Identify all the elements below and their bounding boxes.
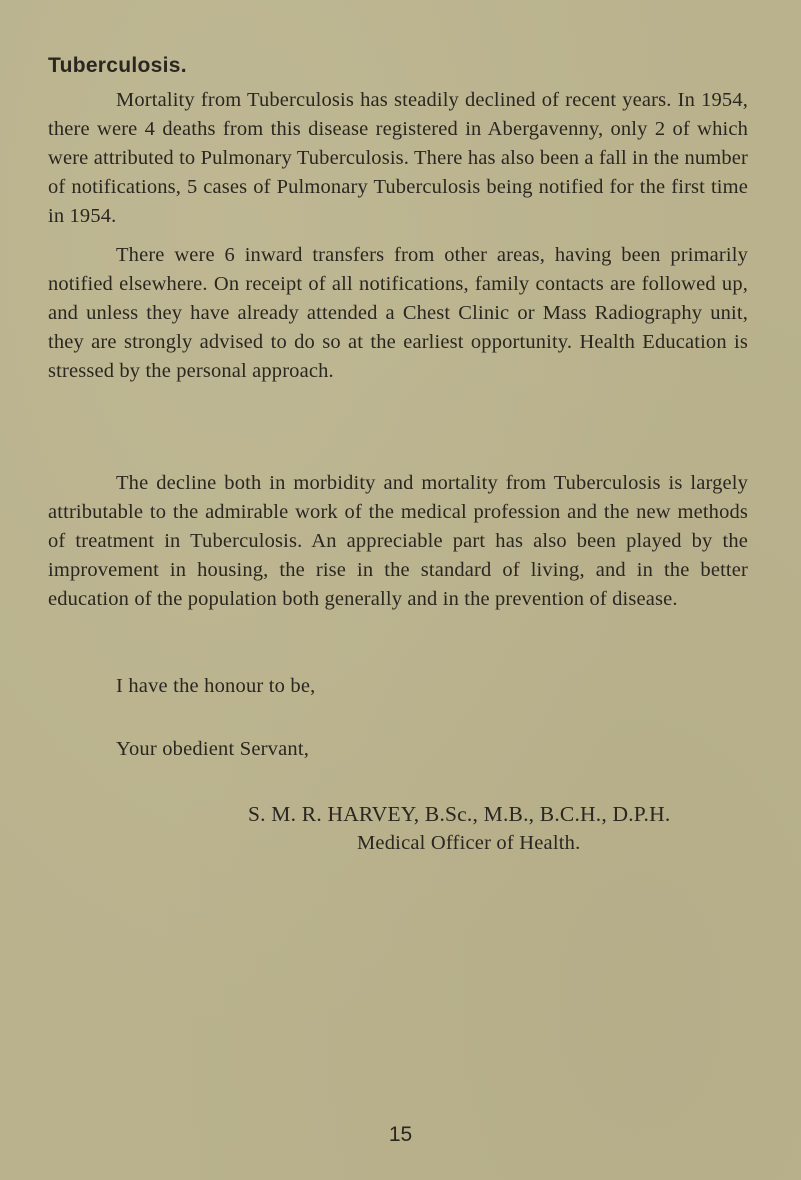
section-heading: Tuberculosis.: [48, 54, 187, 77]
paragraph-transfers: There were 6 inward transfers from other areas, having been primarily notified elsewhere. On receipt of all notifications, family contacts are followed up, and unless they have already attended a Chest Clinic or Mass Radiography unit, they are strongly advised to do so at the earliest opportunity. Health Education is stressed by the personal approach.: [48, 244, 748, 382]
closing-line: I have the honour to be,: [116, 675, 316, 697]
page-number: 15: [388, 1123, 413, 1146]
closing-servant-line: Your obedient Servant,: [116, 738, 310, 760]
paragraph-decline: The decline both in morbidity and mortality from Tuberculosis is largely attributable to the admirable work of the medical profession and the new methods of treatment in Tuberculosis. An appreciable part has also been played by the improvement in housing, the rise in the standard of living, and in the better education of the population both generally and in the prevention of disease.: [48, 472, 748, 610]
paragraph-mortality: Mortality from Tuberculosis has steadily declined of recent years. In 1954, there were 4 deaths from this disease registered in Abergavenny, only 2 of which were attributed to Pulmonary Tuberculosis. There has also been a fall in the number of notifications, 5 cases of Pulmonary Tuberculosis being notified for the first time in 1954.: [48, 89, 748, 227]
signature-name: S. M. R. HARVEY, B.Sc., M.B., B.C.H., D.P.H.: [248, 802, 671, 826]
signature-title: Medical Officer of Health.: [357, 832, 581, 854]
